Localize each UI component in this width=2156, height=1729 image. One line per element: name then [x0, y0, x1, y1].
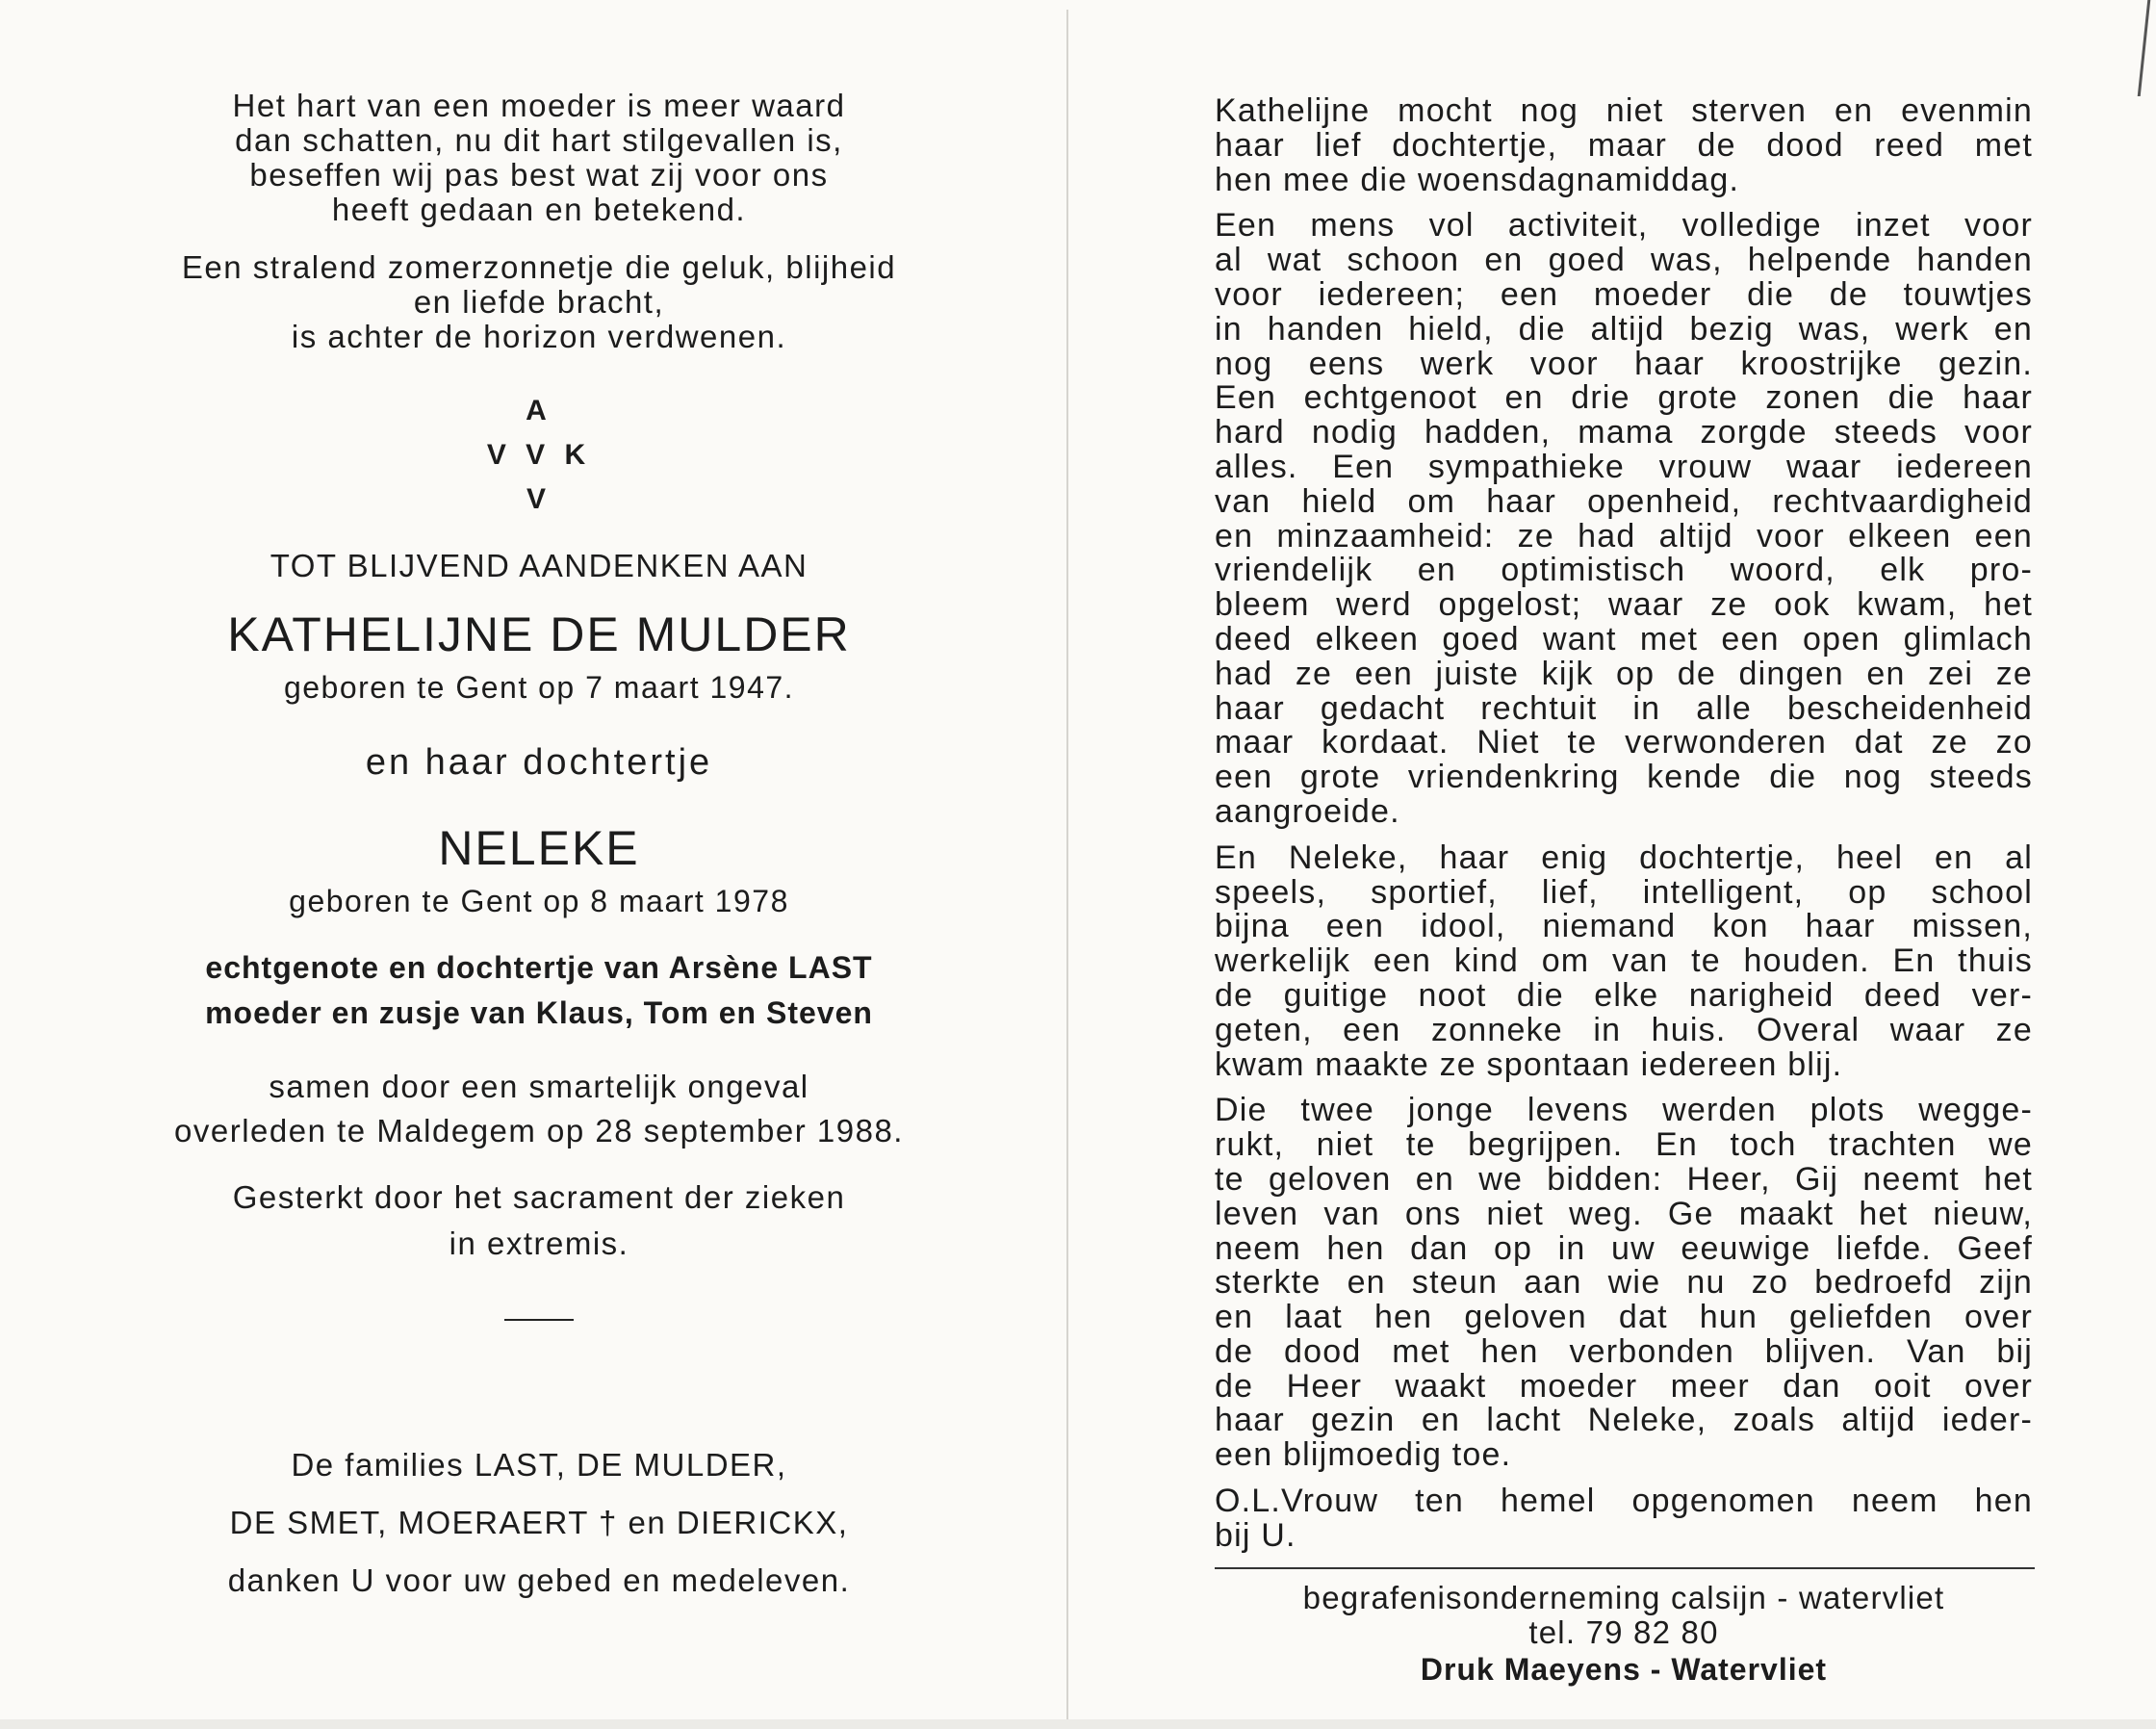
poem-line: en liefde bracht, — [413, 284, 665, 320]
eulogy-paragraph — [1215, 209, 2033, 829]
eulogy-line: een blijmoedig toe. — [1215, 1436, 1512, 1474]
eulogy-line: bijna een idool, niemand kon haar missen, — [1215, 908, 2033, 945]
eulogy-line: Die twee jonge levens werden plots wegge- — [1215, 1092, 2033, 1129]
death-notice — [96, 1065, 982, 1153]
eulogy-line: sterkte en steun aan wie nu zo bedroefd zijn — [1215, 1264, 2033, 1302]
eulogy-line: bij U. — [1215, 1516, 1296, 1554]
eulogy-line: En Neleke, haar enig dochtertje, heel en al — [1215, 839, 2033, 876]
eulogy-line: in handen hield, die altijd bezig was, werk en — [1215, 310, 2033, 348]
eulogy-line: deed elkeen goed want met een open glimlach — [1215, 620, 2033, 658]
eulogy-text — [1215, 94, 2033, 1554]
eulogy-line: nog eens werk voor haar kroostrijke gezin. — [1215, 345, 2033, 382]
eulogy-line: aangroeide. — [1215, 792, 1400, 830]
card-corner-edge — [2138, 0, 2151, 96]
left-panel — [96, 89, 982, 1610]
family-thanks — [96, 1436, 982, 1610]
sacrament-note — [96, 1174, 982, 1267]
poem-line: Het hart van een moeder is meer waard — [232, 88, 846, 123]
separator-dash — [504, 1319, 574, 1321]
poem-line: beseffen wij pas best wat zij voor ons — [249, 157, 829, 193]
eulogy-line: bleem werd opgelost; waar ze ook kwam, het — [1215, 586, 2033, 624]
deceased-name-daughter: NELEKE — [438, 821, 640, 875]
deceased-name-mother: KATHELIJNE DE MULDER — [227, 607, 851, 661]
eulogy-line: geten, een zonneke in huis. Overal waar ze — [1215, 1011, 2033, 1048]
eulogy-line: alles. Een sympathieke vrouw waar iedereen — [1215, 448, 2033, 485]
birth-line-mother: geboren te Gent op 7 maart 1947. — [283, 670, 795, 705]
eulogy-paragraph — [1215, 94, 2033, 197]
eulogy-line: O.L.Vrouw ten hemel opgenomen neem hen — [1215, 1483, 2033, 1520]
eulogy-line: speels, sportief, lief, intelligent, op school — [1215, 873, 2033, 911]
eulogy-line: hard nodig hadden, mama zorgde steeds voor — [1215, 414, 2033, 452]
eulogy-line: een grote vriendenkring kende die nog steeds — [1215, 759, 2033, 796]
letters-line: V — [526, 483, 552, 515]
poem-stanza-2 — [96, 250, 982, 354]
undertaker-info — [1215, 1581, 2033, 1650]
death-line: samen door een smartelijk ongeval — [269, 1069, 809, 1104]
relation-line: moeder en zusje van Klaus, Tom en Steven — [205, 995, 873, 1030]
sacrament-line: Gesterkt door het sacrament der zieken — [232, 1179, 846, 1215]
eulogy-line: leven van ons niet weg. Ge maakt het nieuw, — [1215, 1195, 2033, 1232]
eulogy-line: Een mens vol activiteit, volledige inzet voor — [1215, 207, 2033, 245]
eulogy-line: te geloven en we bidden: Heer, Gij neemt het — [1215, 1160, 2033, 1198]
thanks-line: danken U voor uw gebed en medeleven. — [227, 1562, 851, 1598]
footer-rule — [1215, 1567, 2035, 1569]
eulogy-line: haar gezin en lacht Neleke, zoals altijd ieder- — [1215, 1402, 2033, 1439]
card-bottom-edge — [0, 1719, 2156, 1729]
poem-line: is achter de horizon verdwenen. — [291, 319, 787, 354]
eulogy-line: de dood met hen verbonden blijven. Van bij — [1215, 1332, 2033, 1370]
eulogy-paragraph — [1215, 1094, 2033, 1473]
eulogy-line: kwam maakte ze spontaan iedereen blij. — [1215, 1045, 1843, 1083]
eulogy-line: Kathelijne mocht nog niet sterven en evenmin — [1215, 92, 2033, 129]
eulogy-line: had ze een juiste kijk op de dingen en zei ze — [1215, 655, 2033, 692]
relation-line: echtgenote en dochtertje van Arsène LAST — [205, 950, 873, 985]
undertaker-line: begrafenisonderneming calsijn - watervliet — [1302, 1579, 1945, 1615]
poem-line: heeft gedaan en betekend. — [331, 192, 747, 227]
eulogy-line: en minzaamheid: ze had altijd voor elkeen een — [1215, 517, 2033, 555]
eulogy-line: hen mee die woensdagnamiddag. — [1215, 161, 1740, 198]
family-relations — [96, 945, 982, 1036]
remembrance-heading: TOT BLIJVEND AANDENKEN AAN — [270, 548, 808, 583]
eulogy-line: neem hen dan op in uw eeuwige liefde. Geef — [1215, 1229, 2033, 1267]
undertaker-phone: tel. 79 82 80 — [1528, 1613, 1719, 1650]
letters-line: V V K — [486, 439, 592, 471]
avvkv-letters — [96, 389, 982, 522]
death-line: overleden te Maldegem op 28 september 1988. — [174, 1113, 904, 1148]
card-fold — [1066, 10, 1068, 1719]
eulogy-line: werkelijk een kind om van te houden. En thuis — [1215, 942, 2033, 980]
sacrament-line: in extremis. — [449, 1226, 629, 1261]
thanks-line: De families LAST, DE MULDER, — [291, 1447, 787, 1483]
thanks-line: DE SMET, MOERAERT † en DIERICKX, — [229, 1505, 849, 1540]
eulogy-paragraph — [1215, 841, 2033, 1083]
poem-line: Een stralend zomerzonnetje die geluk, blijheid — [181, 249, 897, 285]
eulogy-line: van hield om haar openheid, rechtvaardigheid — [1215, 482, 2033, 520]
eulogy-line: haar gedacht rechtuit in alle bescheidenheid — [1215, 689, 2033, 727]
letters-line: A — [526, 395, 552, 426]
eulogy-line: de guitige noot die elke narigheid deed ver- — [1215, 976, 2033, 1014]
eulogy-line: vriendelijk en optimistisch woord, elk pro- — [1215, 552, 2033, 589]
daughter-intro: en haar dochtertje — [365, 742, 713, 783]
eulogy-line: voor iedereen; een moeder die de touwtjes — [1215, 275, 2033, 313]
poem-stanza-1 — [96, 89, 982, 227]
eulogy-line: haar lief dochtertje, maar de dood reed met — [1215, 126, 2033, 164]
birth-line-daughter: geboren te Gent op 8 maart 1978 — [289, 884, 789, 918]
printer-credit: Druk Maeyens - Watervliet — [1420, 1651, 1828, 1687]
eulogy-paragraph — [1215, 1484, 2033, 1554]
right-panel — [1215, 94, 2033, 1689]
eulogy-line: al wat schoon en goed was, helpende handen — [1215, 242, 2033, 279]
eulogy-line: en laat hen geloven dat hun geliefden over — [1215, 1299, 2033, 1336]
eulogy-line: maar kordaat. Niet te verwonderen dat ze zo — [1215, 724, 2033, 761]
eulogy-line: de Heer waakt moeder meer dan ooit over — [1215, 1367, 2033, 1405]
poem-line: dan schatten, nu dit hart stilgevallen is, — [235, 122, 843, 158]
eulogy-line: rukt, niet te begrijpen. En toch trachten we — [1215, 1126, 2033, 1164]
eulogy-line: Een echtgenoot en drie grote zonen die haar — [1215, 379, 2033, 417]
